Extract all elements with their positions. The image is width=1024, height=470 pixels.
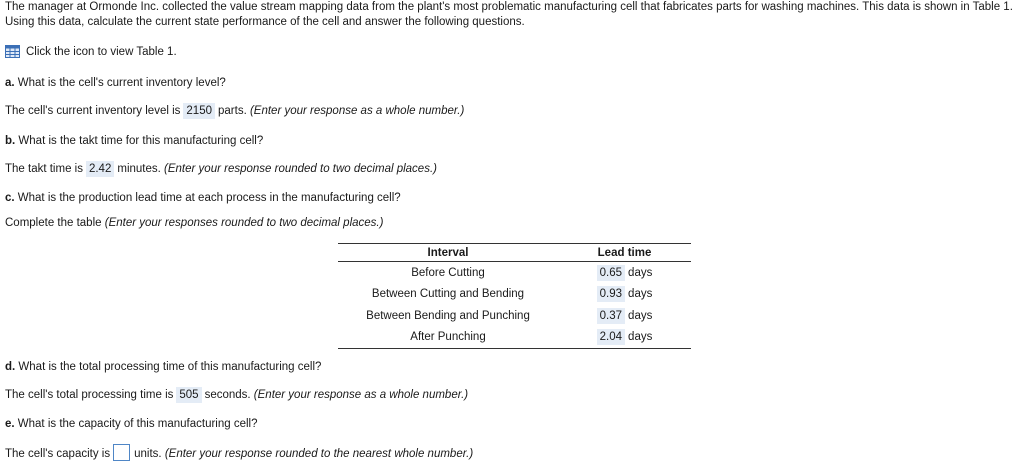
processing-time-answer[interactable]: 505 — [176, 387, 201, 403]
answer-a-line — [5, 103, 464, 119]
interval-cell: Before Cutting — [411, 266, 485, 279]
lead-time-table — [338, 243, 691, 349]
answer-a-post: parts. — [218, 105, 247, 117]
header-lead-time: Lead time — [558, 244, 691, 262]
answer-a-pre: The cell's current inventory level is — [5, 105, 181, 117]
question-d — [5, 359, 321, 375]
interval-cell: Between Cutting and Bending — [371, 288, 525, 301]
unit-label: days — [628, 309, 653, 322]
complete-table-line — [5, 215, 383, 231]
unit-label: days — [628, 288, 653, 301]
question-b-label: b. — [5, 135, 16, 147]
interval-cell: After Punching — [338, 327, 558, 349]
answer-e-pre: The cell's capacity is — [5, 448, 111, 460]
lead-time-answer[interactable]: 0.65 — [597, 265, 625, 281]
table-row — [338, 284, 691, 306]
question-c-text: What is the production lead time at each process in the manufacturing cell? — [14, 192, 401, 204]
answer-d-hint: (Enter your response as a whole number.) — [253, 389, 469, 401]
table-row — [338, 327, 691, 349]
answer-b-post: minutes. — [117, 163, 161, 175]
question-c-label: c. — [5, 192, 15, 204]
question-d-text: What is the total processing time of this manufacturing cell? — [15, 361, 322, 373]
question-b-text: What is the takt time for this manufacturing cell? — [15, 135, 264, 147]
interval-cell: Between Bending and Punching — [366, 309, 530, 322]
answer-e-hint: (Enter your response rounded to the nearest whole number.) — [164, 448, 474, 460]
answer-b-pre: The takt time is — [5, 163, 83, 175]
inventory-level-answer[interactable]: 2150 — [183, 103, 215, 119]
lead-time-answer[interactable]: 0.93 — [597, 286, 625, 302]
lead-time-cell — [558, 305, 691, 327]
complete-table-text: Complete the table — [5, 217, 102, 229]
table-row — [338, 262, 691, 284]
question-e-label: e. — [5, 418, 15, 430]
answer-d-line — [5, 387, 468, 403]
question-a-text: What is the cell's current inventory level? — [14, 77, 226, 89]
table-link[interactable] — [5, 44, 177, 63]
lead-time-cell — [558, 284, 691, 306]
answer-d-pre: The cell's total processing time is — [5, 389, 174, 401]
answer-e-post: units. — [134, 448, 162, 460]
question-e-text: What is the capacity of this manufacturing cell? — [14, 418, 258, 430]
answer-b-line — [5, 161, 437, 177]
question-d-label: d. — [5, 361, 16, 373]
header-interval: Interval — [338, 244, 558, 262]
lead-time-cell — [558, 262, 691, 284]
problem-intro: The manager at Ormonde Inc. collected the value stream mapping data from the plant's most problematic manufacturing cell that fabricates parts for washing machines. This data is shown in Table 1. Using this data, calculate the current state performance of the cell and answer the following questions. — [5, 1, 1013, 28]
takt-time-answer[interactable]: 2.42 — [86, 161, 114, 177]
question-b — [5, 133, 263, 149]
lead-time-cell — [558, 327, 691, 349]
lead-time-answer[interactable]: 0.37 — [597, 308, 625, 324]
table-link-text: Click the icon to view Table 1. — [26, 46, 177, 58]
answer-d-post: seconds. — [204, 389, 251, 401]
answer-e-line — [5, 444, 473, 462]
question-a — [5, 75, 226, 91]
answer-a-hint: (Enter your response as a whole number.) — [249, 105, 465, 117]
lead-time-answer[interactable]: 2.04 — [597, 329, 625, 345]
question-e — [5, 416, 258, 432]
question-a-label: a. — [5, 77, 15, 89]
table-grid-icon[interactable] — [5, 45, 20, 63]
answer-b-hint: (Enter your response rounded to two decimal places.) — [164, 163, 437, 175]
unit-label: days — [628, 266, 653, 279]
table-row — [338, 305, 691, 327]
unit-label: days — [628, 331, 653, 344]
capacity-input[interactable] — [113, 444, 130, 461]
question-c — [5, 190, 401, 206]
complete-table-hint: (Enter your responses rounded to two decimal places.) — [104, 217, 384, 229]
